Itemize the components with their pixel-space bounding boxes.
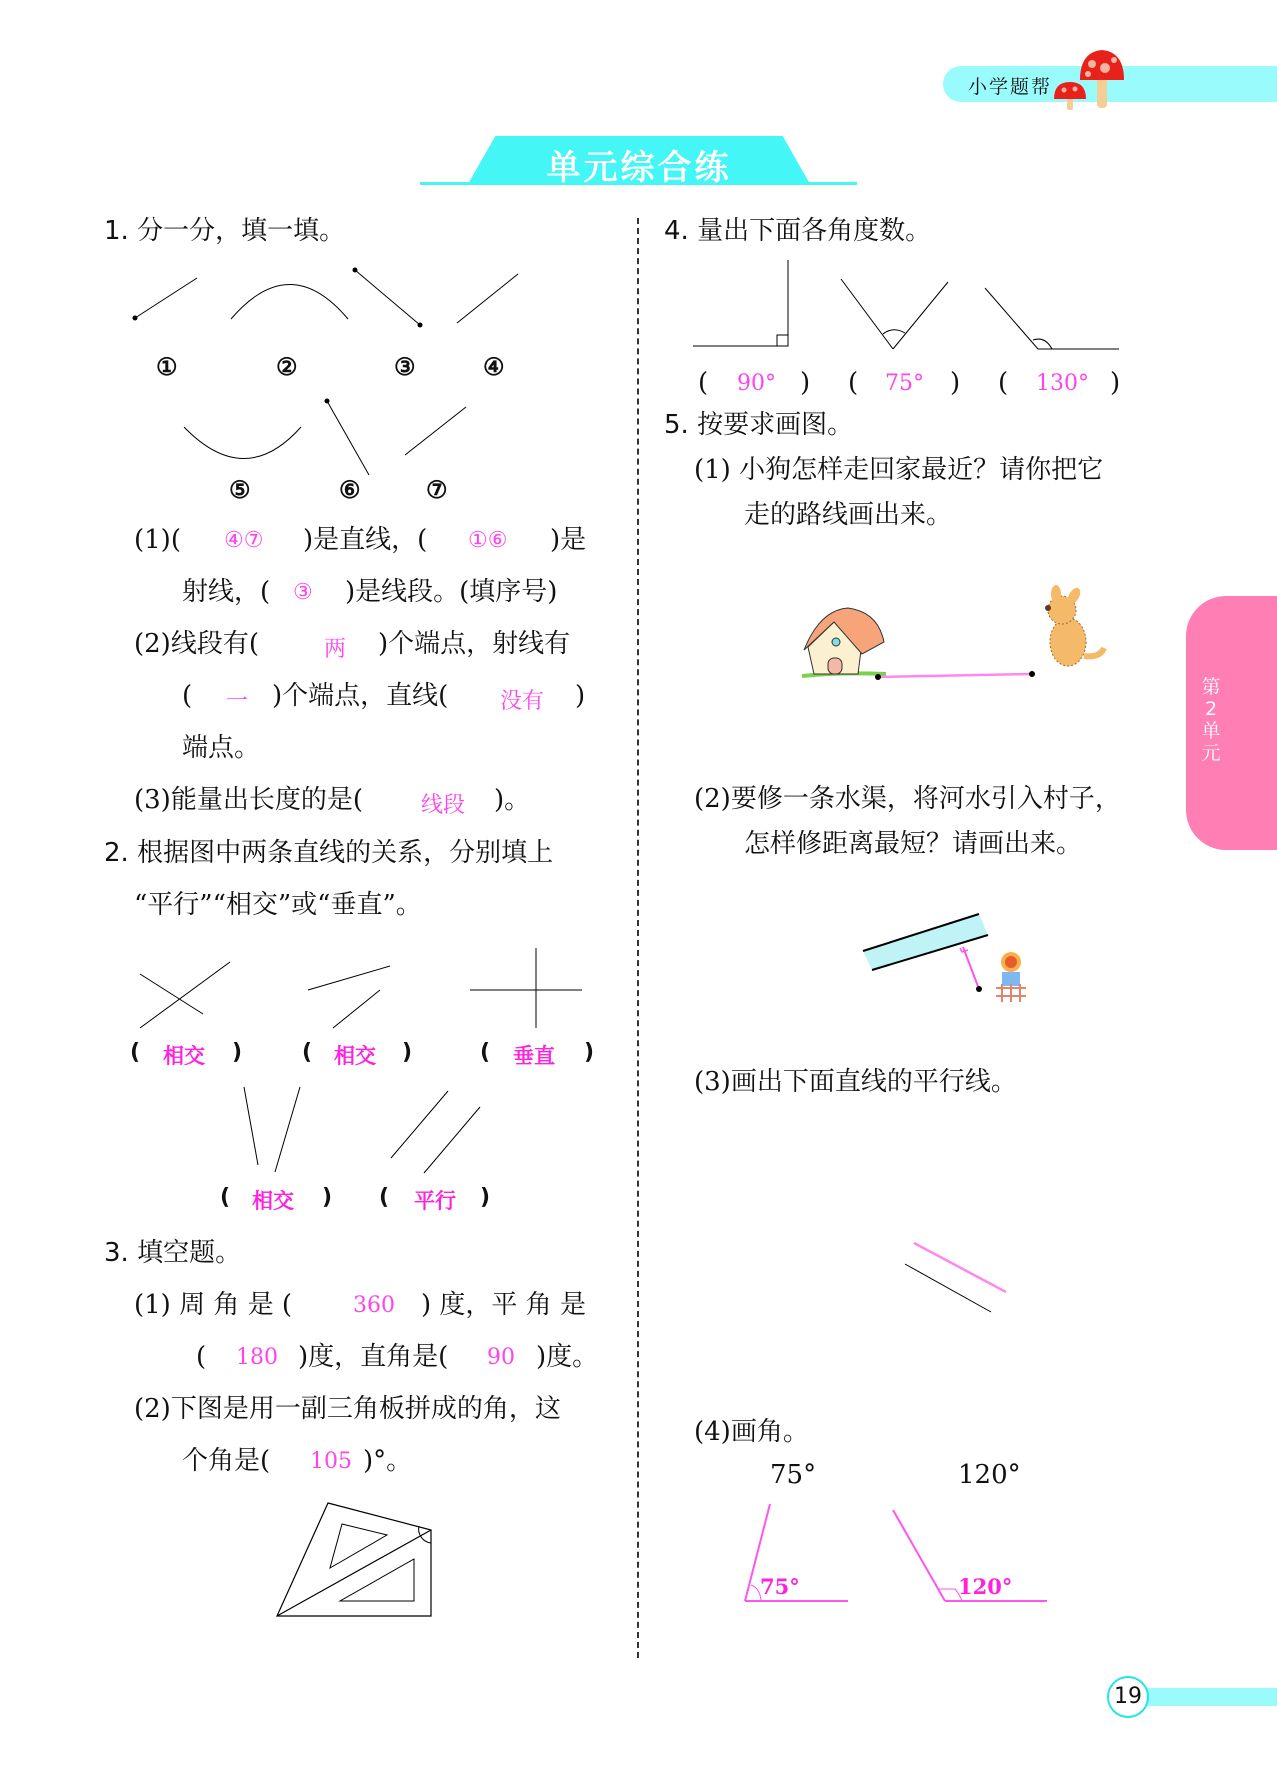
answer-blank[interactable]: 垂直 [513,1044,555,1068]
figure-label-6: ⑥ [339,475,361,504]
q3-title: 3. 填空题。 [104,1238,242,1268]
q1-p1-text: )是线段。(填序号) [345,577,558,607]
answer-blank[interactable]: ④⑦ [224,528,264,553]
q3-p1-text: )度。 [536,1342,599,1372]
answer-blank[interactable]: 相交 [252,1189,294,1213]
answer-blank[interactable]: 两 [324,637,347,662]
q5-p2-text: (2)要修一条水渠，将河水引入村子， [694,784,1121,814]
paren: ) [402,1040,413,1065]
q1-title: 1. 分一分，填一填。 [104,216,346,246]
q1-p2-text: ) [575,681,586,711]
figure-label-2: ② [276,352,298,381]
angle-answer[interactable]: 75° [760,1574,800,1599]
q4-title: 4. 量出下面各角度数。 [664,216,932,246]
angle-prompt: 75° [770,1460,817,1490]
answer-blank[interactable]: 没有 [500,689,545,714]
paren: ( [998,368,1009,398]
q2-title: 2. 根据图中两条直线的关系，分别填上 [104,838,554,868]
paren: ( [302,1040,313,1065]
q1-p1-text: 射线，( [182,577,271,607]
q5-p1-text: (1) 小狗怎样走回家最近？请你把它 [694,455,1104,485]
q5-p2-text: 怎样修距离最短？请画出来。 [744,829,1083,859]
q1-p3-text: (3)能量出长度的是( [134,785,363,815]
q2-title: “平行”“相交”或“垂直”。 [134,890,422,920]
q3-p2-text: (2)下图是用一副三角板拼成的角，这 [134,1394,561,1424]
paren: ( [379,1185,390,1210]
paren: ( [480,1040,491,1065]
answer-blank[interactable]: 90° [737,371,776,396]
answer-blank[interactable]: 130° [1036,371,1089,396]
paren: ( [220,1185,231,1210]
q3-p1-text: ( [196,1342,207,1372]
section-title: 单元综合练 [546,148,732,188]
paren: ) [480,1185,491,1210]
q3-p1-text: )度，直角是( [298,1342,449,1372]
answer-blank[interactable]: 平行 [414,1189,456,1213]
unit-tab-label: 第2单元 [1201,676,1221,764]
answer-blank[interactable]: 一 [226,689,249,714]
q1-p1-text: (1)( [134,525,181,555]
paren: ( [130,1040,141,1065]
answer-blank[interactable]: ③ [293,580,313,605]
figure-label-5: ⑤ [229,475,251,504]
answer-blank[interactable]: 线段 [421,793,466,818]
q3-p1-text: ) 度，平 角 是 [421,1290,586,1320]
q1-p2-text: (2)线段有( [134,629,259,659]
angle-prompt: 120° [958,1460,1021,1490]
angle-answer[interactable]: 120° [958,1574,1013,1599]
q1-p1-text: )是直线，( [303,525,428,555]
q5-p4-text: (4)画角。 [694,1417,809,1447]
q3-p2-text: )°。 [363,1446,413,1476]
q3-p2-text: 个角是( [182,1446,271,1476]
answer-blank[interactable]: 360 [353,1293,395,1318]
q1-p1-text: )是 [550,525,587,555]
paren: ( [848,368,859,398]
q1-p2-text: ( [182,681,193,711]
q5-title: 5. 按要求画图。 [664,410,854,440]
page-number: 19 [1107,1676,1149,1718]
paren: ) [950,368,961,398]
q3-p1-text: (1) 周 角 是 ( [134,1290,293,1320]
figure-label-1: ① [156,352,178,381]
answer-blank[interactable]: 75° [885,371,924,396]
q1-p2-text: 端点。 [182,733,261,763]
answer-blank[interactable]: 相交 [163,1044,205,1068]
answer-blank[interactable]: 相交 [334,1044,376,1068]
figure-label-4: ④ [483,352,505,381]
paren: ( [698,368,709,398]
paren: ) [584,1040,595,1065]
q5-p3-text: (3)画出下面直线的平行线。 [694,1067,1017,1097]
paren: ) [232,1040,243,1065]
page-footer-bar [1140,1688,1277,1706]
q5-p1-text: 走的路线画出来。 [744,500,953,530]
paren: ) [322,1185,333,1210]
figure-label-7: ⑦ [426,475,448,504]
paren: ) [1110,368,1121,398]
answer-blank[interactable]: 180 [236,1345,278,1370]
answer-blank[interactable]: 105 [310,1449,352,1474]
q1-p3-text: )。 [494,785,531,815]
answer-blank[interactable]: 90 [487,1345,515,1370]
figure-label-3: ③ [394,352,416,381]
paren: ) [800,368,811,398]
answer-blank[interactable]: ①⑥ [468,528,508,553]
q1-p2-text: )个端点，直线( [272,681,449,711]
q1-p2-text: )个端点，射线有 [378,629,571,659]
brand-label: 小学题帮 [968,76,1053,98]
